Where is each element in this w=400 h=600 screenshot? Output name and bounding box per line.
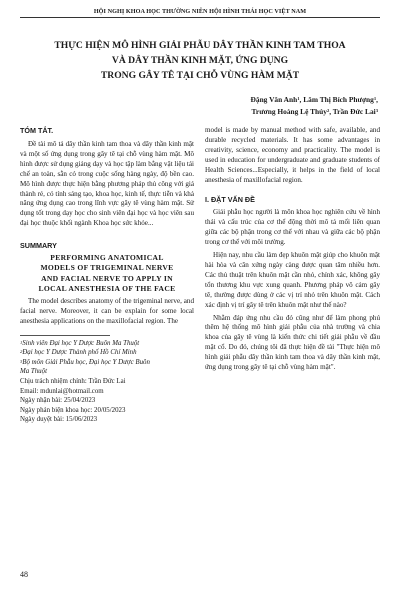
affiliation-mark: 2	[326, 108, 330, 113]
author-line-1	[251, 94, 378, 106]
affiliation-mark: 1	[297, 96, 300, 101]
corresponding-author: Chịu trách nhiệm chính: Trần Đức Lai	[20, 378, 126, 386]
english-title-line: AND FACIAL NERVE TO APPLY IN	[41, 273, 173, 283]
left-column	[20, 126, 194, 425]
summary-text-continued: model is made by manual method with safe, available, and durable recycled materials. It has some advantages in creativity, science, economy and practicality. The model is used in education for undergraduate and graduate students of Health Sciences...Especially, it helps in the field of local anesthesia of maxillofacial region.	[205, 126, 380, 184]
author-name: Đặng Văn Anh	[250, 95, 298, 104]
right-column	[205, 126, 380, 373]
english-title-line: LOCAL ANESTHESIA OF THE FACE	[38, 283, 176, 293]
section-heading: I. ĐẶT VẤN ĐỀ	[205, 195, 255, 205]
english-title-line: MODELS OF TRIGEMINAL NERVE	[40, 263, 174, 273]
section-paragraph-2: Hiện nay, nhu cầu làm đẹp khuôn mặt giúp cho khuôn mặt hài hòa và cân xứng ngày càng được quan tâm nhiều hơn. Các thủ thuật trên khuôn mặt cần nhỏ, chính xác, không gây tổn thương khu vực xung quanh. Phương pháp vô cảm gây tê, thường được dùng ở các vị trí nhỏ trên khuôn mặt. Cách xác định vị trí gây tê trên khuôn mặt như thế nào?	[205, 251, 380, 309]
footnote-3-cont: Ma Thuột	[20, 368, 47, 376]
article-title	[18, 38, 382, 83]
date-received: Ngày nhận bài: 25/04/2023	[20, 397, 96, 405]
title-line: TRONG GÂY TÊ TẠI CHỖ VÙNG HÀM MẶT	[100, 70, 300, 81]
section-paragraph-3: Nhằm đáp ứng nhu cầu đó cũng như để làm phong phú thêm hệ thống mô hình giải phẫu của nhà trường và chia khoa của gây tê vùng là kiến thức chi tiết giải phẫu về đầu mặt cổ. Do đó, chúng tôi đã thực hiện đề tài "Thực hiện mô hình giải phẫu dây thần kinh tam thoa và dây thần kinh mặt, ứng dụng trong gây tê tại chỗ vùng hàm mặt".	[205, 313, 380, 372]
author-name: Trương Hoàng Lệ Thúy	[251, 107, 327, 116]
english-title-line: PERFORMING ANATOMICAL	[50, 253, 164, 263]
affiliation-mark: 3	[375, 108, 378, 113]
date-reviewed: Ngày phản biện khoa học: 20/05/2023	[20, 406, 126, 414]
author-separator: ,	[376, 95, 378, 104]
summary-text: The model describes anatomy of the trigeminal nerve, and facial nerve. Moreover, it can be explain for some local anesthesia applications on the maxillofacial region. The	[20, 296, 194, 325]
abstract-heading: TÓM TẮT.	[20, 126, 54, 135]
title-line: VÀ DÂY THẦN KINH MẶT, ỨNG DỤNG	[111, 55, 289, 66]
english-title	[20, 253, 194, 294]
running-header: HỘI NGHỊ KHOA HỌC THƯỜNG NIÊN HỘI HÌNH THÁI HỌC VIỆT NAM	[20, 8, 380, 18]
author-line-2	[251, 106, 378, 118]
section-paragraph-1: Giải phẫu học người là môn khoa học nghiên cứu về hình thái và cấu trúc của cơ thể động thời mô tả mối liên quan giữa các bộ phận trong cơ thể với nhau và giữa các bộ phận trong cơ thể với môi trường.	[205, 208, 380, 247]
footnotes	[20, 335, 150, 425]
author-name: , Lâm Thị Bích Phượng	[299, 95, 374, 104]
footnote-3: $^3$Bộ môn Giải Phẫu học, Đại học Y Dược Buôn	[20, 358, 150, 366]
email-address: Email: mdunlai@hotmail.com	[20, 387, 104, 395]
title-line: THỰC HIỆN MÔ HÌNH GIẢI PHẪU DÂY THẦN KINH TAM THOA	[54, 40, 346, 51]
author-name: , Trần Đức Lai	[329, 107, 376, 116]
date-accepted: Ngày duyệt bài: 15/06/2023	[20, 416, 98, 424]
footnote-2: $^2$Đại học Y Dược Thành phố Hồ Chí Minh	[20, 349, 137, 357]
abstract-text: Đề tài mô tả dây thần kinh tam thoa và dây thần kinh mặt và một số ứng dụng trong gây tê tại chỗ vùng hàm mặt. Mô hình được sử dụng giảng dạy và học tập làm bằng vật liệu tái chế an toàn, sẵn có trong cuộc sống hàng ngày, độ bền cao. Mô hình được thực hiện bằng phương pháp thủ công với giá thành rẻ, có tính sáng tạo, khoa học, kinh tế, thực tiễn và khả năng ứng dụng cao trong lĩnh vực gây tê vùng hàm mặt. Sử dụng tốt trong dạy học cho sinh viên đại học và học viên sau đại học thuộc khối ngành Khoa học sức khỏe...	[20, 140, 194, 228]
summary-heading: SUMMARY	[20, 241, 57, 251]
author-list	[251, 94, 378, 118]
affiliation-mark: 1	[373, 96, 377, 101]
page-number: 48	[20, 570, 28, 579]
footnote-1: $^1$Sinh viên Đại học Y Dược Buôn Ma Thuột	[20, 339, 140, 347]
